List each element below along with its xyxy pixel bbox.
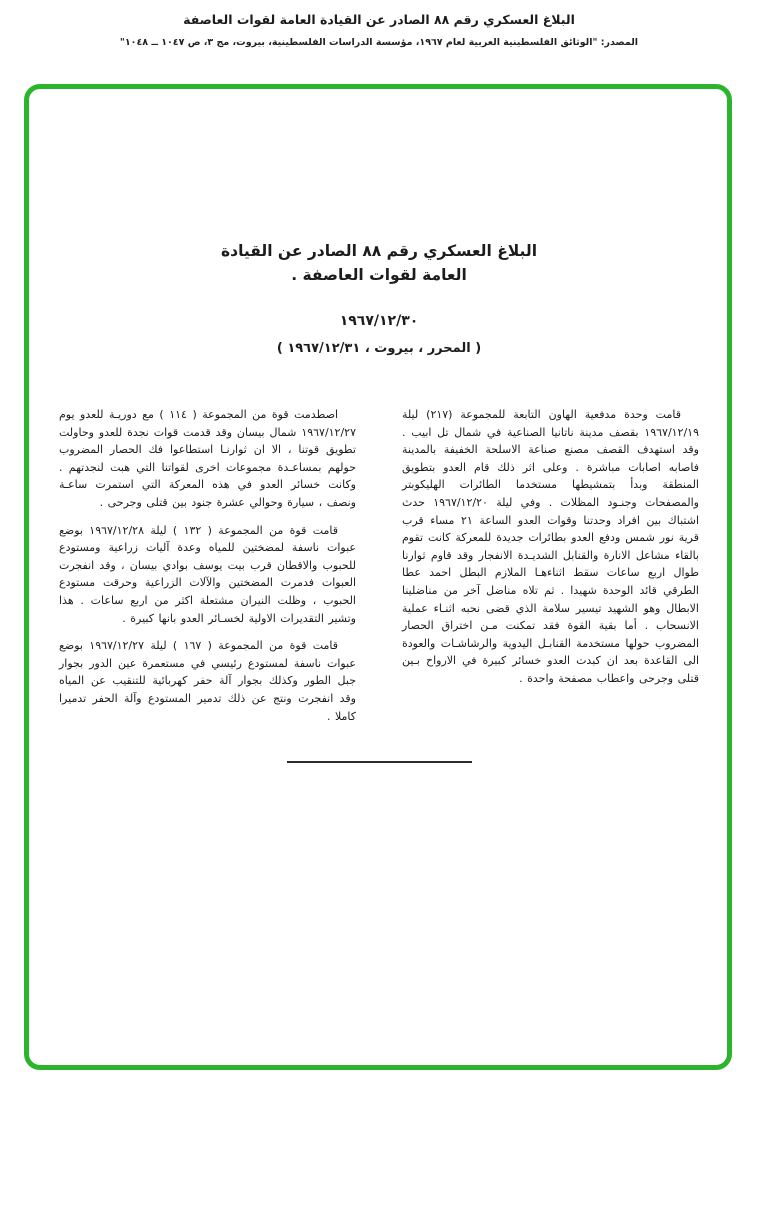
editor-line: ( المحرر ، بيروت ، ١٩٦٧/١٢/٣١ ) (276, 341, 482, 356)
column-right (402, 406, 699, 735)
document-frame (24, 84, 732, 1070)
source-citation: المصدر: "الوثائق الفلسطينية العربية لعام ١٩٦٧، مؤسسة الدراسات الفلسطينية، بيروت، مج ٣، ص ١٠٤٧ ــ ١٠٤٨" (119, 37, 639, 48)
paragraph-right-1: قامت وحدة مدفعية الهاون التابعة للمجموعة (٢١٧) ليلة ١٩٦٧/١٢/١٩ بقصف مدينة ناتانيا الصناعية في شمال تل ابيب . وقد استهدف القصف مصنع صناعة الاسلحة الخفيفة بالمدينة فاصابه اصابات مباشرة . وعلى اثر ذلك قام العدو بتطويق المنطقة وبدأ بتمشيطها مستخدما الطائرات الهليكوبتر والمصفحات وجنـود المظلات . وفي ليلة ١٩٦٧/١٢/٢٠ حدث اشتباك بين افراد وحدتنا وقوات العدو الساعة ٢١ مساء قرب قرية نور شمس ودفع العدو بطائرات جديدة للمعركة كانت تقوم بالقاء مشاعل الانارة والقنابل الشديـدة الانفجار وقد قاوم ثوارنا طوال اربع ساعات سقط اثناءهـا الملازم البطل احمد عطا الطرقي قائد الوحدة شهيدا . ثم تلاه مناضل آخر من مناضلينا الابطال وهو الشهيد تيسير سلامة الذي قضى نحبه اثنـاء عملية الانسحاب . أما بقية القوة فقد تمكنت مـن اختراق الحصار المضروب حولها مستخدمة القنابـل اليدوية والرشاشـات والعودة الى القاعدة بعد ان كبدت العدو خسائر كبيرة في الارواح بـين قتلى وجرحى واعطاب مصفحة واحدة . (402, 408, 700, 685)
communique-date: ١٩٦٧/١٢/٣٠ (339, 313, 419, 329)
communique-title-line-1: البلاغ العسكري رقم ٨٨ الصادر عن القيادة (220, 242, 538, 260)
end-divider (287, 761, 472, 763)
source-title: البلاغ العسكري رقم ٨٨ الصادر عن القيادة العامة لقوات العاصفة (183, 12, 575, 27)
paragraph-left-3: قامت قوة من المجموعة ( ١٦٧ ) ليلة ١٩٦٧/١٢/٢٧ بوضع عبوات ناسفة لمستودع رئيسي في مستعمرة عين الدور بجوار جبل الطور وكذلك بجوار آلة حفر كهربائية للتنقيب عن المياه وقد انفجرت ونتج عن ذلك تدمير المستودع وآلة الحفر تدميرا كاملا . (59, 639, 356, 723)
paragraph-left-2: قامت قوة من المجموعة ( ١٣٢ ) ليلة ١٩٦٧/١٢/٢٨ بوضع عبوات ناسفة لمضختين للمياه وعدة آليات زراعية ومستودع للحبوب والاقطان قرب بيت يوسف بوادي بيسان ، وقد انفجرت العبوات فدمرت المضختين والآلات الزراعية وحرقت مستودع الحبوب ، وظلت النيران مشتعلة اكثر من اربع ساعات . هذا وتشير التقديرات الاولية لخسـائر العدو بانها كبيرة . (59, 523, 356, 625)
body-columns (59, 406, 699, 735)
source-header (0, 12, 758, 48)
communique-title-block (59, 239, 699, 356)
column-left (59, 406, 356, 735)
paragraph-left-1: اصطدمت قوة من المجموعة ( ١١٤ ) مع دوريـة للعدو يوم ١٩٦٧/١٢/٢٧ شمال بيسان وقد قدمت قوات نجدة للعدو وحاولت تطويق قوتنا ، الا ان ثوارنـا استطاعوا فك الحصار المضروب حولهم بمساعـدة مجموعات اخرى لقواتنا التي هبت لنجدتهم . وكانت خسائر العدو في هذه المعركة التي استمرت ساعـة ونصف ، سيارة وحوالي عشرة جنود بين قتلى وجرحى . (59, 408, 356, 509)
communique-title-line-2: العامة لقوات العاصفة . (291, 266, 467, 284)
scanned-page (29, 239, 727, 1215)
